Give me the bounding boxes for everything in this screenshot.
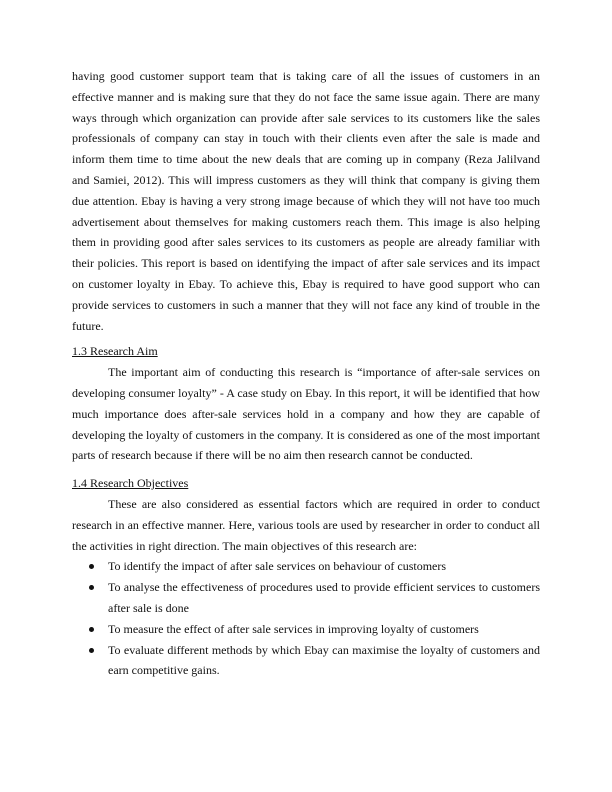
objectives-list	[72, 556, 540, 681]
research-objectives-heading: 1.4 Research Objectives	[72, 476, 189, 491]
research-objectives-paragraph: These are also considered as essential factors which are required in order to conduct research in an effective manner. Here, various tools are used by researcher in order to conduct all the activities in right direction. The main objectives of this research are:	[72, 496, 540, 553]
research-aim-paragraph: The important aim of conducting this research is “importance of after-sale services on developing consumer loyalty” - A case study on Ebay. In this report, it will be identified that how much importance does after-sale services hold in a company and how they are capable of developing the loyalty of customers in the company. It is considered as one of the most important parts of research because if there will be no aim then research cannot be conducted.	[72, 365, 540, 463]
objective-item	[72, 640, 540, 682]
objective-text: To identify the impact of after sale services on behaviour of customers	[108, 559, 447, 574]
objective-item	[72, 619, 540, 640]
bullet-icon	[89, 564, 94, 569]
bullet-icon	[89, 648, 94, 653]
objective-text: To analyse the effectiveness of procedures used to provide efficient services to customers after sale is done	[108, 580, 540, 615]
intro-paragraph: having good customer support team that is taking care of all the issues of customers in an effective manner and is making sure that they do not face the same issue again. There are many ways through which organization can provide after sale services to its customers like the sales professionals of company can stay in touch with their clients even after the sale is made and inform them time to time about the new deals that are coming up in company (Reza Jalilvand and Samiei, 2012). This will impress customers as they will think that company is giving them due attention. Ebay is having a very strong image because of which they will not have too much advertisement about themselves for making customers reach them. This image is also helping them in providing good after sales services to its customers as people are already familiar with their policies. This report is based on identifying the impact of after sale services and its impact on customer loyalty in Ebay. To achieve this, Ebay is required to have good support who can provide services to customers in such a manner that they will not face any kind of trouble in the future.	[72, 69, 540, 333]
bullet-icon	[89, 627, 94, 632]
document-page	[72, 66, 540, 681]
objective-item	[72, 556, 540, 577]
objective-text: To measure the effect of after sale services in improving loyalty of customers	[108, 621, 479, 636]
objective-text: To evaluate different methods by which Ebay can maximise the loyalty of customers and earn competitive gains.	[108, 642, 540, 678]
bullet-icon	[89, 585, 94, 590]
research-aim-heading: 1.3 Research Aim	[72, 344, 158, 359]
objective-item	[72, 577, 540, 619]
